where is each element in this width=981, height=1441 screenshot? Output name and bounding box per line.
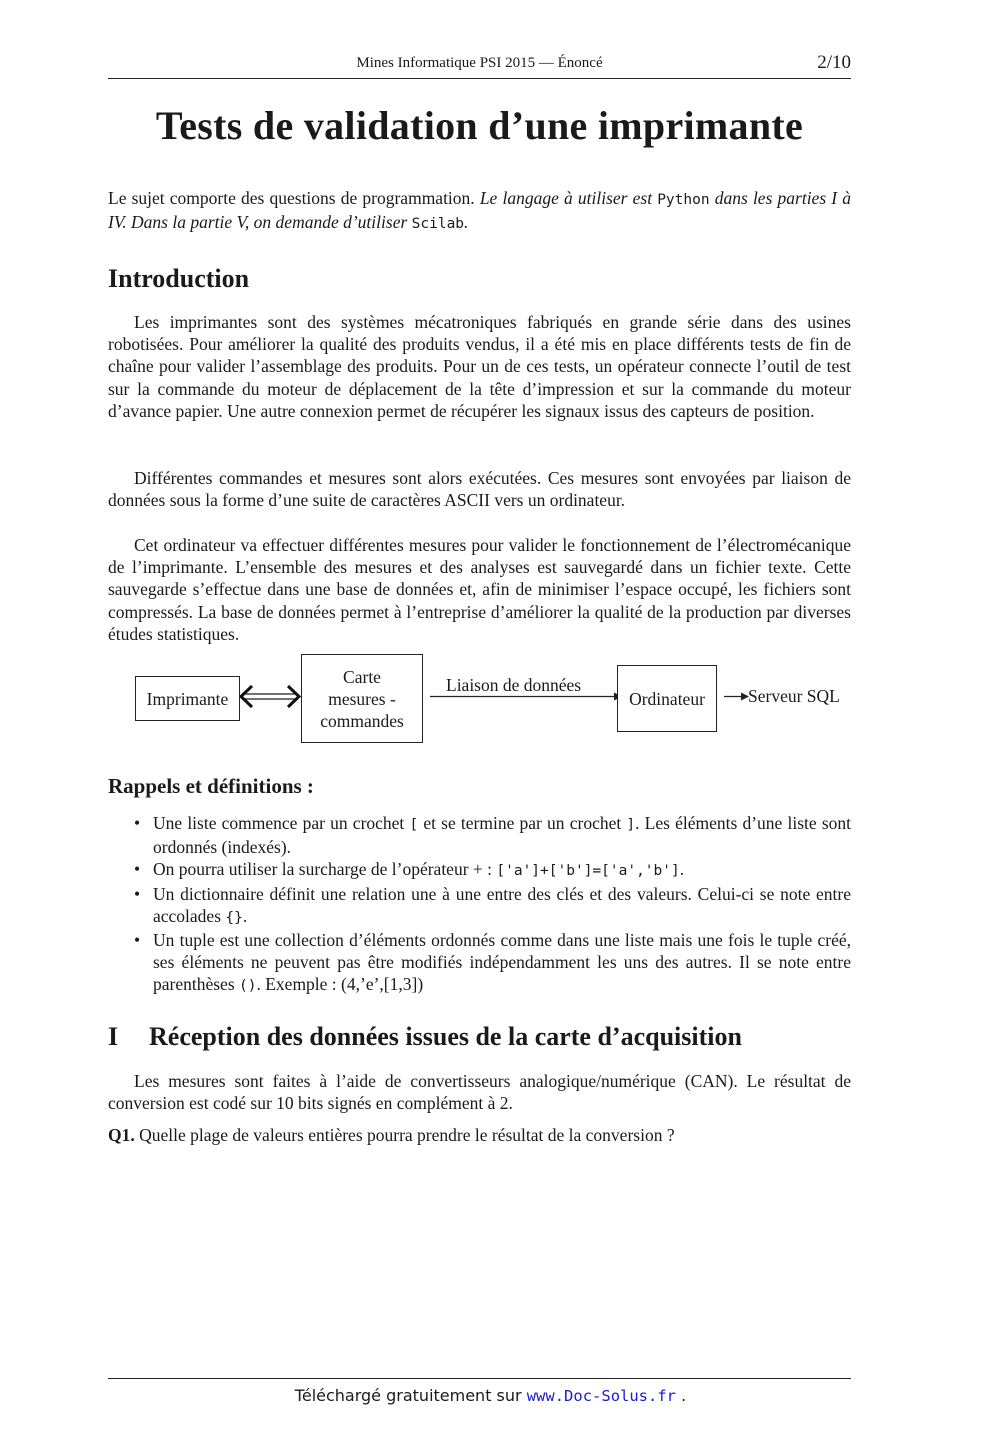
footer-rule — [108, 1378, 851, 1379]
running-title: Mines Informatique PSI 2015 — Énoncé — [356, 55, 603, 71]
intro-note-text-2: Le langage à utiliser est — [479, 188, 658, 208]
code-list-concat: ['a']+['b']=['a','b'] — [496, 863, 680, 880]
intro-note-text-1: Le sujet comporte des questions de programmation. — [108, 188, 480, 208]
list-item: • Une liste commence par un crochet [ et se termine par un crochet ]. Les éléments d’une liste sont ordonnés (indexés). — [134, 813, 851, 858]
code-parentheses: () — [239, 978, 257, 995]
intro-paragraph-3: Cet ordinateur va effectuer différentes mesures pour valider le fonctionnement de l’électromécanique de l’imprimante. L’ensemble des mesures et des analyses est sauvegardé dans un fichier texte. Cette sauvegarde s’effectue dans une base de données et, afin de minimiser l’espace occupé, les fichiers sont compressés. La base de données permet à l’entreprise d’améliorer la qualité de la production par diverses études statistiques. — [108, 535, 851, 644]
rappels-heading: Rappels et définitions : — [108, 774, 314, 798]
footer — [0, 1386, 981, 1405]
code-close-bracket: ] — [626, 817, 636, 833]
intro-note-text-3: dans les parties I à IV. Dans la partie V, on demande d’utiliser — [108, 188, 851, 233]
data-link-label: Liaison de données — [446, 675, 582, 695]
list-item-text: Un dictionnaire définit une relation une à une entre des clés et des valeurs. Celui-ci se note entre accolades — [153, 883, 851, 926]
section-1-number: I — [108, 1022, 119, 1051]
list-item-text: Une liste commence par un crochet — [153, 813, 410, 833]
language-python: Python — [657, 192, 710, 208]
section-1-title: Réception des données issues de la carte d’acquisition — [149, 1022, 742, 1051]
list-item-text: . Les éléments d’une liste sont ordonnés (indexés). — [153, 813, 851, 858]
introduction-heading: Introduction — [108, 264, 250, 293]
footer-link[interactable]: www.Doc-Solus.fr — [526, 1387, 677, 1405]
list-item: • Un tuple est une collection d’éléments ordonnés comme dans une liste mais une fois le tuple créé, ses éléments ne peuvent pas être modifiés indépendamment les uns des autres. Il se note entre parenthèses (). Exemple : (4,’e’,[1,3]) — [134, 930, 851, 995]
server-label: Serveur SQL — [748, 686, 840, 706]
intro-paragraph-2: Différentes commandes et mesures sont alors exécutées. Ces mesures sont envoyées par liaison de données sous la forme d’une suite de caractères ASCII vers un ordinateur. — [108, 468, 851, 511]
list-item-text: . — [679, 859, 685, 880]
code-open-bracket: [ — [409, 817, 419, 833]
list-item: • On pourra utiliser la surcharge de l’opérateur + : ['a']+['b']=['a','b']. — [134, 859, 685, 880]
page-number: 2/10 — [817, 52, 851, 73]
question-1-text: Quelle plage de valeurs entières pourra prendre le résultat de la conversion ? — [134, 1125, 675, 1145]
card-label-line-3: commandes — [320, 710, 404, 731]
question-1-label: Q1. — [108, 1125, 135, 1145]
system-diagram — [128, 650, 858, 750]
intro-paragraph-1: Les imprimantes sont des systèmes mécatroniques fabriqués en grande série dans des usines robotisées. Pour améliorer la qualité des produits vendus, il a été mis en place différents tests de fin de chaîne pour valider l’assemblage des produits. Pour un de ces tests, un opérateur connecte l’outil de test sur la commande du moteur de déplacement de la tête d’impression et sur la commande du moteur d’avance papier. Une autre connexion permet de récupérer les signaux issus des capteurs de position. — [108, 312, 851, 421]
list-item-text: . — [242, 905, 248, 926]
card-label-line-2: mesures - — [328, 688, 396, 709]
footer-text: Téléchargé gratuitement sur — [294, 1386, 527, 1405]
intro-note-text-4: . — [464, 212, 469, 233]
running-header — [108, 52, 851, 79]
list-item-text: Un tuple est une collection d’éléments ordonnés comme dans une liste mais une fois le tuple créé, ses éléments ne peuvent pas être modifiés indépendamment les uns des autres. Il se note entre parenthèses — [153, 930, 851, 995]
language-scilab: Scilab — [411, 216, 465, 233]
card-box — [301, 654, 423, 743]
list-item-text: On pourra utiliser la surcharge de l’opérateur + : — [153, 859, 497, 880]
footer-end: . — [676, 1386, 687, 1405]
double-arrow-icon — [241, 686, 299, 707]
list-item-text: et se termine par un crochet — [418, 813, 627, 833]
section-1-paragraph: Les mesures sont faites à l’aide de convertisseurs analogique/numérique (CAN). Le résultat de conversion est codé sur 10 bits signés en complément à 2. — [108, 1071, 851, 1114]
section-1-heading — [108, 1022, 742, 1052]
computer-box: Ordinateur — [617, 665, 717, 732]
list-item-text: . Exemple : (4,’e’,[1,3]) — [256, 974, 424, 995]
definitions-list — [108, 812, 851, 998]
question-1 — [108, 1124, 851, 1146]
document-title: Tests de validation d’une imprimante — [155, 103, 804, 148]
card-label-line-1: Carte — [343, 666, 381, 687]
intro-note — [108, 187, 851, 235]
list-item: • Un dictionnaire définit une relation une à une entre des clés et des valeurs. Celui-ci se note entre accolades {}. — [134, 883, 851, 926]
printer-box: Imprimante — [135, 676, 240, 721]
code-braces: {} — [225, 909, 243, 926]
